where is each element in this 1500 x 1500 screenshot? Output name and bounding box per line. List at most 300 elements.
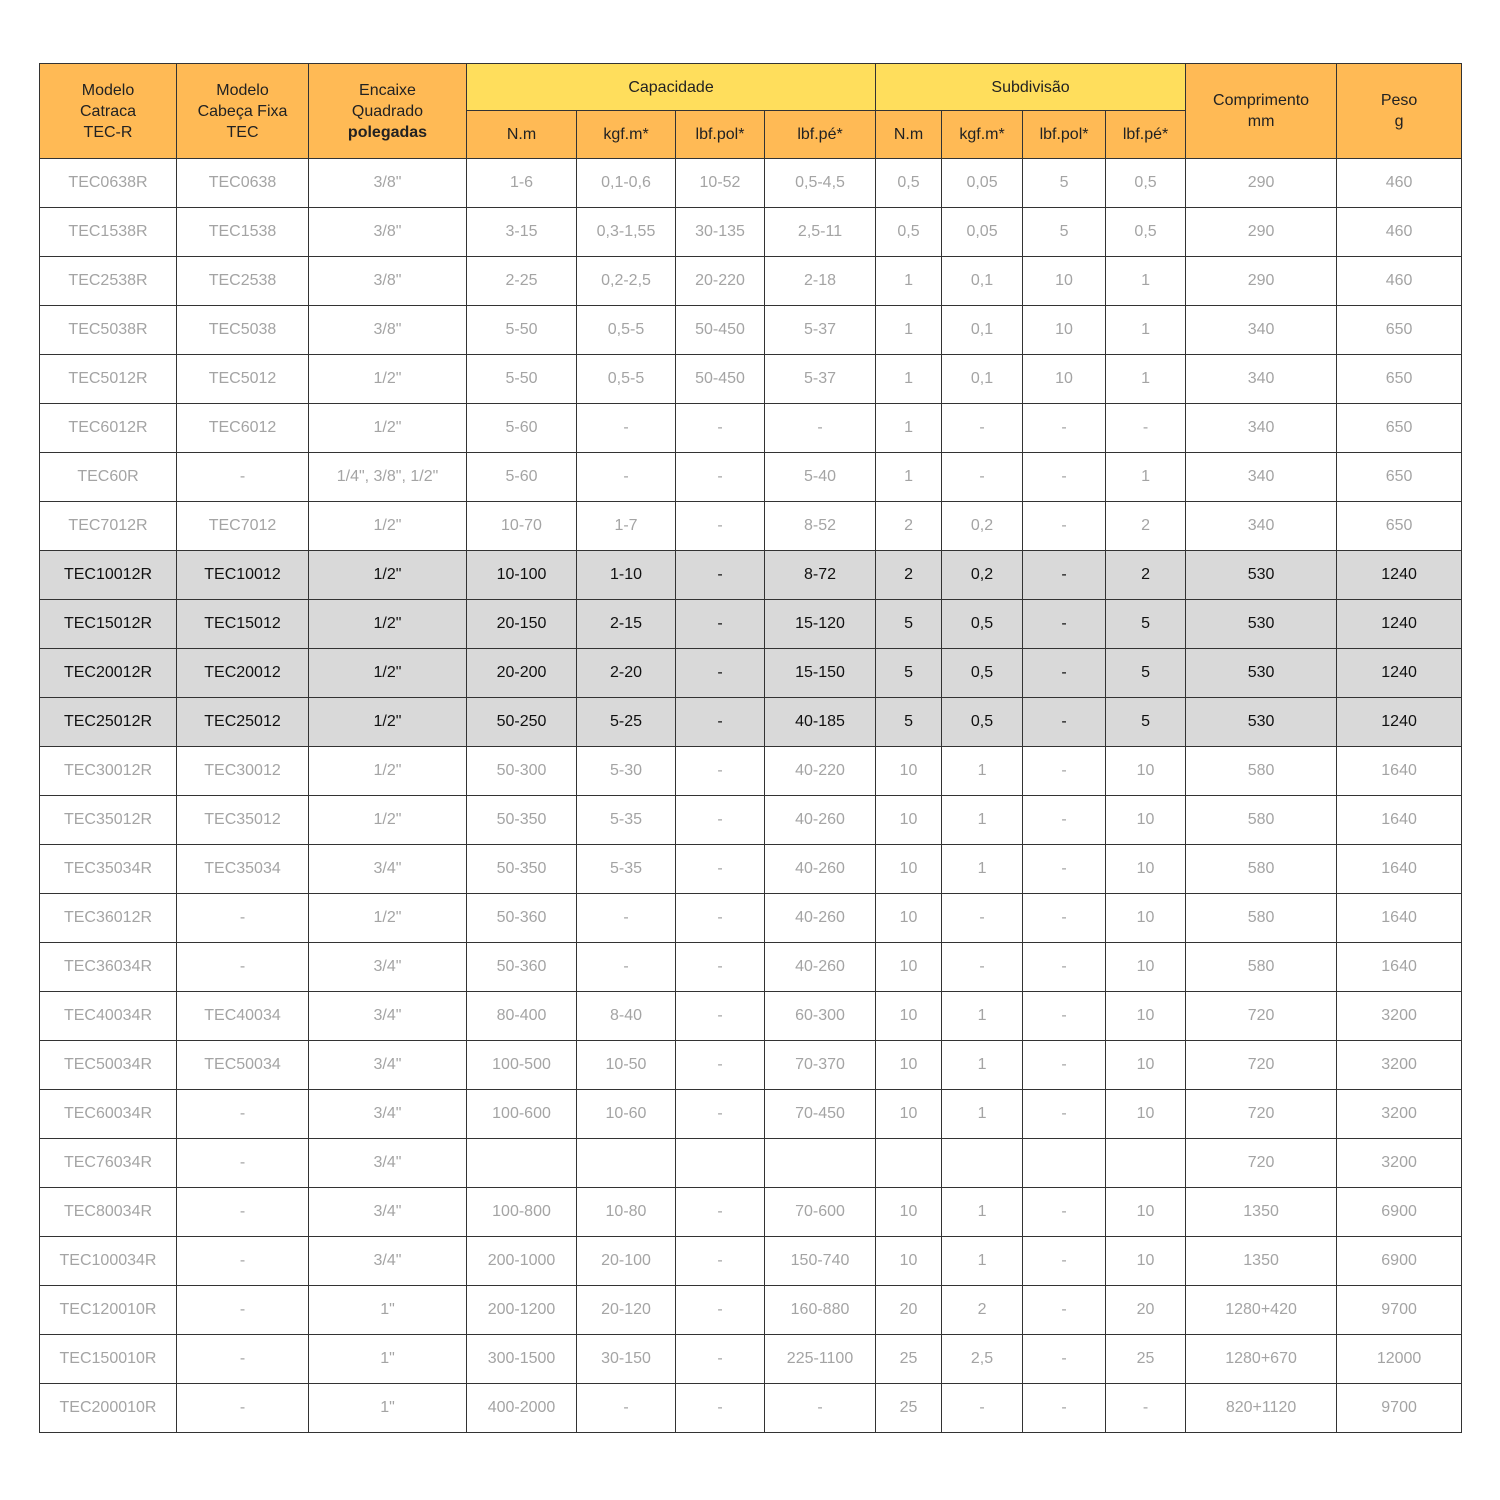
table-cell (467, 1139, 577, 1188)
table-cell: TEC50034R (40, 1041, 177, 1090)
torque-wrench-spec-table (39, 63, 1462, 1433)
table-cell: 80-400 (467, 992, 577, 1041)
table-cell: 1350 (1186, 1237, 1337, 1286)
table-cell: TEC60034R (40, 1090, 177, 1139)
table-cell: 8-40 (577, 992, 676, 1041)
table-cell: 25 (876, 1384, 942, 1433)
table-row (40, 551, 1462, 600)
table-cell: 10-80 (577, 1188, 676, 1237)
table-cell: 5 (1106, 698, 1186, 747)
table-cell: 2-18 (765, 257, 876, 306)
table-cell: 20-220 (676, 257, 765, 306)
table-cell: 3/4" (309, 1237, 467, 1286)
table-cell: 720 (1186, 1090, 1337, 1139)
table-cell: 0,5-5 (577, 355, 676, 404)
table-cell: 1 (1106, 355, 1186, 404)
table-cell: 0,1 (942, 355, 1023, 404)
table-cell: 10 (1106, 747, 1186, 796)
table-cell: 0,1-0,6 (577, 159, 676, 208)
table-cell: 290 (1186, 208, 1337, 257)
table-cell: 50-450 (676, 306, 765, 355)
table-cell: 1" (309, 1335, 467, 1384)
table-row (40, 1286, 1462, 1335)
table-cell: 530 (1186, 600, 1337, 649)
table-cell: - (177, 1286, 309, 1335)
table-cell: 1240 (1337, 600, 1462, 649)
table-cell: 10-50 (577, 1041, 676, 1090)
table-cell: TEC200010R (40, 1384, 177, 1433)
header-line: Modelo (81, 81, 135, 99)
table-cell: 1640 (1337, 796, 1462, 845)
table-cell: 5-60 (467, 453, 577, 502)
table-cell: 9700 (1337, 1384, 1462, 1433)
table-cell: 1 (942, 1041, 1023, 1090)
table-cell: - (676, 992, 765, 1041)
table-cell: 3-15 (467, 208, 577, 257)
table-cell: 20-100 (577, 1237, 676, 1286)
table-cell: 225-1100 (765, 1335, 876, 1384)
table-cell: - (177, 943, 309, 992)
table-cell: 580 (1186, 894, 1337, 943)
header-line: Comprimento (1213, 92, 1310, 109)
table-row (40, 159, 1462, 208)
table-cell: - (1023, 747, 1106, 796)
table-cell: 10-70 (467, 502, 577, 551)
table-cell: 1 (1106, 257, 1186, 306)
table-cell: 5 (1106, 649, 1186, 698)
table-row (40, 306, 1462, 355)
table-cell: TEC100034R (40, 1237, 177, 1286)
table-cell: 1/2" (309, 502, 467, 551)
table-cell: 720 (1186, 992, 1337, 1041)
table-cell: TEC2538R (40, 257, 177, 306)
table-row (40, 355, 1462, 404)
table-row (40, 453, 1462, 502)
header-line: TEC-R (83, 123, 133, 141)
table-cell: 2 (876, 502, 942, 551)
table-cell: TEC30012R (40, 747, 177, 796)
table-cell: TEC40034R (40, 992, 177, 1041)
table-cell: TEC10012R (40, 551, 177, 600)
table-cell: 1350 (1186, 1188, 1337, 1237)
table-cell: 1/2" (309, 698, 467, 747)
table-cell: TEC2538 (177, 257, 309, 306)
table-cell: - (676, 600, 765, 649)
header-line-bold: polegadas (347, 123, 428, 141)
table-cell: 1/2" (309, 747, 467, 796)
table-cell: - (177, 1237, 309, 1286)
table-cell: - (942, 404, 1023, 453)
table-cell: - (676, 747, 765, 796)
table-cell: 2 (942, 1286, 1023, 1335)
table-cell: 50-350 (467, 796, 577, 845)
table-cell: - (676, 502, 765, 551)
table-cell: 20-150 (467, 600, 577, 649)
table-cell: 10 (1106, 1090, 1186, 1139)
table-cell: 650 (1337, 453, 1462, 502)
table-cell: 20-200 (467, 649, 577, 698)
table-cell: - (1023, 1286, 1106, 1335)
table-cell: - (1106, 1384, 1186, 1433)
table-cell: 3200 (1337, 1139, 1462, 1188)
table-cell: 1" (309, 1384, 467, 1433)
table-cell: 5-50 (467, 306, 577, 355)
table-cell: - (676, 845, 765, 894)
table-cell: 50-360 (467, 894, 577, 943)
table-cell: - (1023, 404, 1106, 453)
table-cell: 3/4" (309, 943, 467, 992)
table-cell: 0,5 (1106, 208, 1186, 257)
table-cell: 6900 (1337, 1188, 1462, 1237)
table-cell: 1" (309, 1286, 467, 1335)
table-cell: 3200 (1337, 1090, 1462, 1139)
table-cell: - (676, 404, 765, 453)
table-cell: 0,5 (876, 208, 942, 257)
table-body (40, 159, 1462, 1433)
table-cell: 530 (1186, 649, 1337, 698)
table-cell: 3/4" (309, 845, 467, 894)
table-cell: 1 (876, 453, 942, 502)
table-cell: 340 (1186, 502, 1337, 551)
table-cell: 0,5-4,5 (765, 159, 876, 208)
table-cell: TEC120010R (40, 1286, 177, 1335)
table-cell: 530 (1186, 698, 1337, 747)
table-row (40, 845, 1462, 894)
table-cell: 40-260 (765, 894, 876, 943)
table-cell: - (676, 1335, 765, 1384)
table-cell: 10 (1106, 1237, 1186, 1286)
table-cell: 10 (1106, 796, 1186, 845)
table-cell: 70-600 (765, 1188, 876, 1237)
table-cell: - (942, 894, 1023, 943)
table-cell: - (676, 698, 765, 747)
table-row (40, 698, 1462, 747)
table-cell: 20 (1106, 1286, 1186, 1335)
table-cell: 1 (876, 306, 942, 355)
table-cell: 650 (1337, 404, 1462, 453)
table-cell: 1240 (1337, 698, 1462, 747)
table-cell: 3200 (1337, 992, 1462, 1041)
header-unit-sub-lbfpe: lbf.pé* (1106, 111, 1186, 159)
table-cell: 10 (876, 943, 942, 992)
table-cell: 5 (1106, 600, 1186, 649)
table-cell: - (577, 404, 676, 453)
table-cell: 70-370 (765, 1041, 876, 1090)
table-cell: - (676, 551, 765, 600)
table-row (40, 649, 1462, 698)
table-cell: 50-450 (676, 355, 765, 404)
table-cell: 10 (876, 747, 942, 796)
table-cell: 50-360 (467, 943, 577, 992)
table-cell: - (676, 1384, 765, 1433)
table-cell: 100-500 (467, 1041, 577, 1090)
table-cell: TEC35012 (177, 796, 309, 845)
table-cell: 10 (876, 1188, 942, 1237)
table-cell: - (1023, 796, 1106, 845)
table-cell: TEC5038 (177, 306, 309, 355)
header-line: Cabeça Fixa (197, 102, 288, 120)
table-cell: 1280+670 (1186, 1335, 1337, 1384)
table-cell: 650 (1337, 355, 1462, 404)
table-cell: 0,2 (942, 551, 1023, 600)
header-line: mm (1247, 113, 1275, 130)
table-cell: - (1023, 894, 1106, 943)
table-cell: 3/4" (309, 1041, 467, 1090)
table-cell: 580 (1186, 943, 1337, 992)
table-cell: 70-450 (765, 1090, 876, 1139)
table-cell: 580 (1186, 796, 1337, 845)
table-cell: 460 (1337, 159, 1462, 208)
table-cell: 10 (1023, 306, 1106, 355)
table-cell: - (177, 1384, 309, 1433)
table-cell: TEC35034 (177, 845, 309, 894)
table-cell: 1/2" (309, 894, 467, 943)
table-cell: 720 (1186, 1041, 1337, 1090)
table-cell: 10 (1023, 355, 1106, 404)
table-cell: 10 (1106, 1188, 1186, 1237)
table-cell: 5-30 (577, 747, 676, 796)
table-cell: 580 (1186, 747, 1337, 796)
table-cell: 50-300 (467, 747, 577, 796)
table-cell: 5-37 (765, 306, 876, 355)
table-cell: - (942, 1384, 1023, 1433)
table-cell: - (1023, 992, 1106, 1041)
table-cell: TEC40034 (177, 992, 309, 1041)
table-cell: 720 (1186, 1139, 1337, 1188)
table-cell: - (1023, 845, 1106, 894)
table-cell: - (676, 1237, 765, 1286)
table-cell: 10 (876, 796, 942, 845)
table-cell: 1240 (1337, 551, 1462, 600)
table-cell: TEC5012 (177, 355, 309, 404)
table-cell: 0,5 (1106, 159, 1186, 208)
table-cell: - (1023, 649, 1106, 698)
table-cell: - (942, 943, 1023, 992)
table-cell: - (1023, 1041, 1106, 1090)
table-cell: - (1023, 943, 1106, 992)
table-cell: 1/2" (309, 551, 467, 600)
table-cell: 3/4" (309, 992, 467, 1041)
table-cell: 5-50 (467, 355, 577, 404)
table-cell: - (676, 649, 765, 698)
table-cell: - (765, 404, 876, 453)
table-cell: - (676, 1090, 765, 1139)
header-unit-sub-kgfm: kgf.m* (942, 111, 1023, 159)
table-cell: - (676, 796, 765, 845)
table-cell: 1 (942, 1188, 1023, 1237)
table-cell: - (676, 943, 765, 992)
table-cell: TEC7012R (40, 502, 177, 551)
table-cell: 5-60 (467, 404, 577, 453)
header-line: Encaixe (359, 81, 416, 99)
table-cell: - (577, 943, 676, 992)
table-cell: 1640 (1337, 845, 1462, 894)
table-cell: 0,5 (942, 649, 1023, 698)
table-cell: 100-600 (467, 1090, 577, 1139)
table-cell: 460 (1337, 257, 1462, 306)
table-cell: 2 (876, 551, 942, 600)
table-cell: TEC5038R (40, 306, 177, 355)
table-cell: 10-60 (577, 1090, 676, 1139)
table-cell: TEC150010R (40, 1335, 177, 1384)
table-cell: 1640 (1337, 894, 1462, 943)
table-cell: 1 (876, 404, 942, 453)
table-cell: - (577, 894, 676, 943)
table-cell: TEC10012 (177, 551, 309, 600)
table-cell: - (177, 1335, 309, 1384)
table-cell: - (676, 894, 765, 943)
table-cell: 40-260 (765, 943, 876, 992)
table-cell: 10-100 (467, 551, 577, 600)
table-cell: - (1023, 1188, 1106, 1237)
header-subdivisao: Subdivisão (876, 64, 1186, 111)
table-cell: 3/8" (309, 257, 467, 306)
table-cell: 1 (942, 796, 1023, 845)
table-cell: 0,2 (942, 502, 1023, 551)
header-comprimento (1186, 64, 1337, 159)
table-cell: 10 (1023, 257, 1106, 306)
table-cell: - (1023, 698, 1106, 747)
table-cell: TEC36034R (40, 943, 177, 992)
table-cell: 1/4", 3/8", 1/2" (309, 453, 467, 502)
table-cell: 30-135 (676, 208, 765, 257)
table-cell: - (577, 1384, 676, 1433)
table-cell: 650 (1337, 306, 1462, 355)
table-cell: TEC35034R (40, 845, 177, 894)
header-line: Modelo (216, 81, 269, 99)
table-cell: 10 (876, 845, 942, 894)
table-cell (942, 1139, 1023, 1188)
table-cell: 0,1 (942, 306, 1023, 355)
table-cell: 0,5-5 (577, 306, 676, 355)
table-cell: 0,1 (942, 257, 1023, 306)
table-row (40, 943, 1462, 992)
table-cell: 1 (942, 747, 1023, 796)
table-cell: 340 (1186, 453, 1337, 502)
table-cell: - (676, 1041, 765, 1090)
table-cell: 2-20 (577, 649, 676, 698)
table-cell: 160-880 (765, 1286, 876, 1335)
table-cell: - (1023, 453, 1106, 502)
table-cell: 1640 (1337, 747, 1462, 796)
table-cell: TEC6012 (177, 404, 309, 453)
table-cell: 60-300 (765, 992, 876, 1041)
header-capacidade: Capacidade (467, 64, 876, 111)
table-cell: 25 (1106, 1335, 1186, 1384)
table-cell: TEC30012 (177, 747, 309, 796)
table-cell: 8-52 (765, 502, 876, 551)
table-cell (676, 1139, 765, 1188)
table-row (40, 1090, 1462, 1139)
table-row (40, 1041, 1462, 1090)
table-cell: - (177, 1090, 309, 1139)
table-cell: 40-260 (765, 796, 876, 845)
table-cell: 1/2" (309, 404, 467, 453)
table-row (40, 1237, 1462, 1286)
table-cell: 5 (1023, 159, 1106, 208)
table-cell: 150-740 (765, 1237, 876, 1286)
table-cell: 1/2" (309, 355, 467, 404)
table-cell: TEC80034R (40, 1188, 177, 1237)
table-cell: 1 (1106, 453, 1186, 502)
header-line: Peso (1380, 92, 1418, 109)
table-cell: 290 (1186, 257, 1337, 306)
table-cell: - (1023, 600, 1106, 649)
table-row (40, 1139, 1462, 1188)
table-cell: TEC76034R (40, 1139, 177, 1188)
table-cell: 20 (876, 1286, 942, 1335)
table-cell: 30-150 (577, 1335, 676, 1384)
table-cell: 1 (942, 845, 1023, 894)
header-unit-cap-lbfpol: lbf.pol* (676, 111, 765, 159)
table-cell: TEC1538 (177, 208, 309, 257)
table-cell (1023, 1139, 1106, 1188)
table-cell: TEC36012R (40, 894, 177, 943)
table-cell: - (1023, 551, 1106, 600)
table-cell: - (1023, 1335, 1106, 1384)
table-cell: TEC15012 (177, 600, 309, 649)
table-cell: 1 (1106, 306, 1186, 355)
table-cell: 40-220 (765, 747, 876, 796)
table-cell: 5-40 (765, 453, 876, 502)
table-cell: TEC20012R (40, 649, 177, 698)
table-cell: - (676, 1286, 765, 1335)
table-cell: 1 (942, 1090, 1023, 1139)
table-cell: 300-1500 (467, 1335, 577, 1384)
table-cell: TEC25012 (177, 698, 309, 747)
table-cell: 340 (1186, 355, 1337, 404)
table-cell: TEC6012R (40, 404, 177, 453)
table-cell: 40-260 (765, 845, 876, 894)
table-cell: 3/8" (309, 306, 467, 355)
table-cell: 5 (876, 649, 942, 698)
table-cell (876, 1139, 942, 1188)
table-cell: 10 (876, 1237, 942, 1286)
table-cell: - (577, 453, 676, 502)
table-cell: 1-10 (577, 551, 676, 600)
table-cell: 0,5 (876, 159, 942, 208)
table-cell: 3200 (1337, 1041, 1462, 1090)
table-cell: 15-120 (765, 600, 876, 649)
table-cell: 3/4" (309, 1090, 467, 1139)
table-cell: TEC15012R (40, 600, 177, 649)
table-cell: 1-7 (577, 502, 676, 551)
table-cell: 15-150 (765, 649, 876, 698)
table-cell: 0,2-2,5 (577, 257, 676, 306)
table-cell: 0,05 (942, 208, 1023, 257)
table-cell: 5-35 (577, 845, 676, 894)
table-cell: 5-25 (577, 698, 676, 747)
table-cell: 2,5-11 (765, 208, 876, 257)
table-cell: 1/2" (309, 600, 467, 649)
table-cell: 1-6 (467, 159, 577, 208)
table-row (40, 1335, 1462, 1384)
header-line: Catraca (79, 102, 137, 120)
header-line: Quadrado (351, 102, 424, 120)
table-cell: 200-1200 (467, 1286, 577, 1335)
header-peso (1337, 64, 1462, 159)
table-cell: 10 (1106, 943, 1186, 992)
table-cell: 340 (1186, 404, 1337, 453)
table-cell: TEC1538R (40, 208, 177, 257)
table-cell: 530 (1186, 551, 1337, 600)
header-unit-cap-lbfpe: lbf.pé* (765, 111, 876, 159)
table-cell: TEC20012 (177, 649, 309, 698)
table-cell: 10 (1106, 894, 1186, 943)
header-line: TEC (226, 123, 259, 141)
table-cell: 5-35 (577, 796, 676, 845)
table-cell: 3/8" (309, 159, 467, 208)
